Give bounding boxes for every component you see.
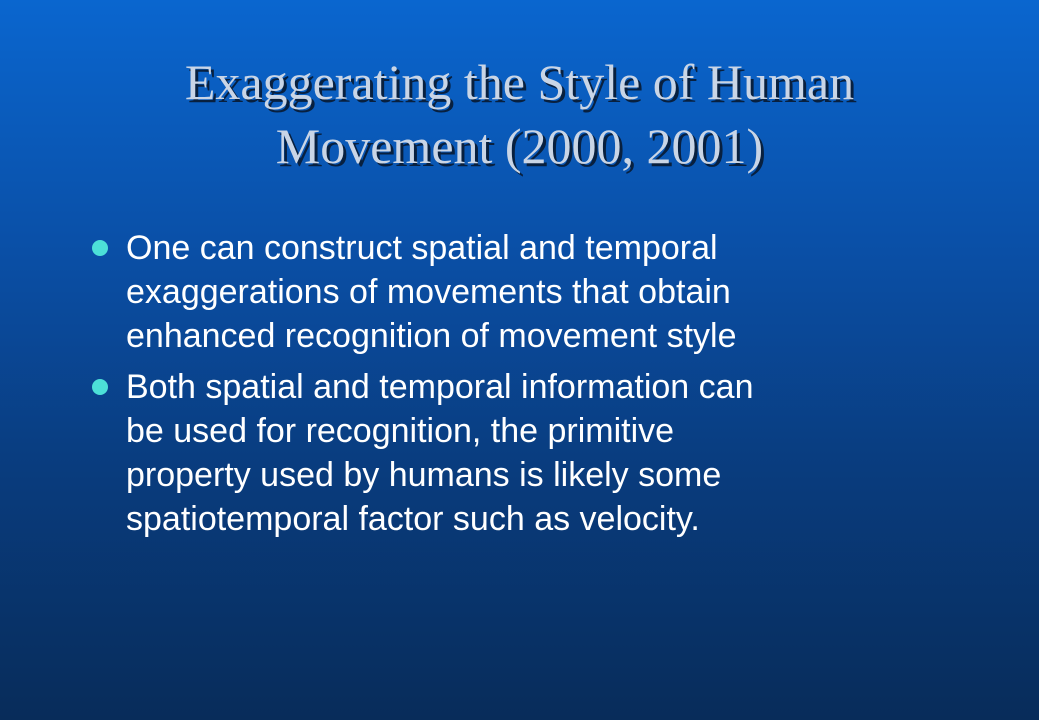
slide-title-line: Movement (2000, 2001) (275, 118, 764, 174)
bullet-text-line: be used for recognition, the primitive (126, 412, 675, 450)
slide-title (0, 50, 1039, 178)
bullet-dot-icon (92, 240, 108, 256)
bullet-text-line: exaggerations of movements that obtain (126, 273, 731, 311)
bullet-text-line: enhanced recognition of movement style (126, 317, 737, 355)
bullet-text-line: Both spatial and temporal information can (126, 368, 754, 406)
bullet-text-line: One can construct spatial and temporal (126, 229, 718, 267)
bullet-dot-icon (92, 379, 108, 395)
bullet-item (90, 226, 930, 358)
bullet-item (90, 365, 930, 541)
bullet-list (90, 226, 930, 548)
bullet-text-line: property used by humans is likely some (126, 456, 722, 494)
slide-title-line: Exaggerating the Style of Human (184, 54, 855, 110)
bullet-text-line: spatiotemporal factor such as velocity. (126, 500, 700, 538)
